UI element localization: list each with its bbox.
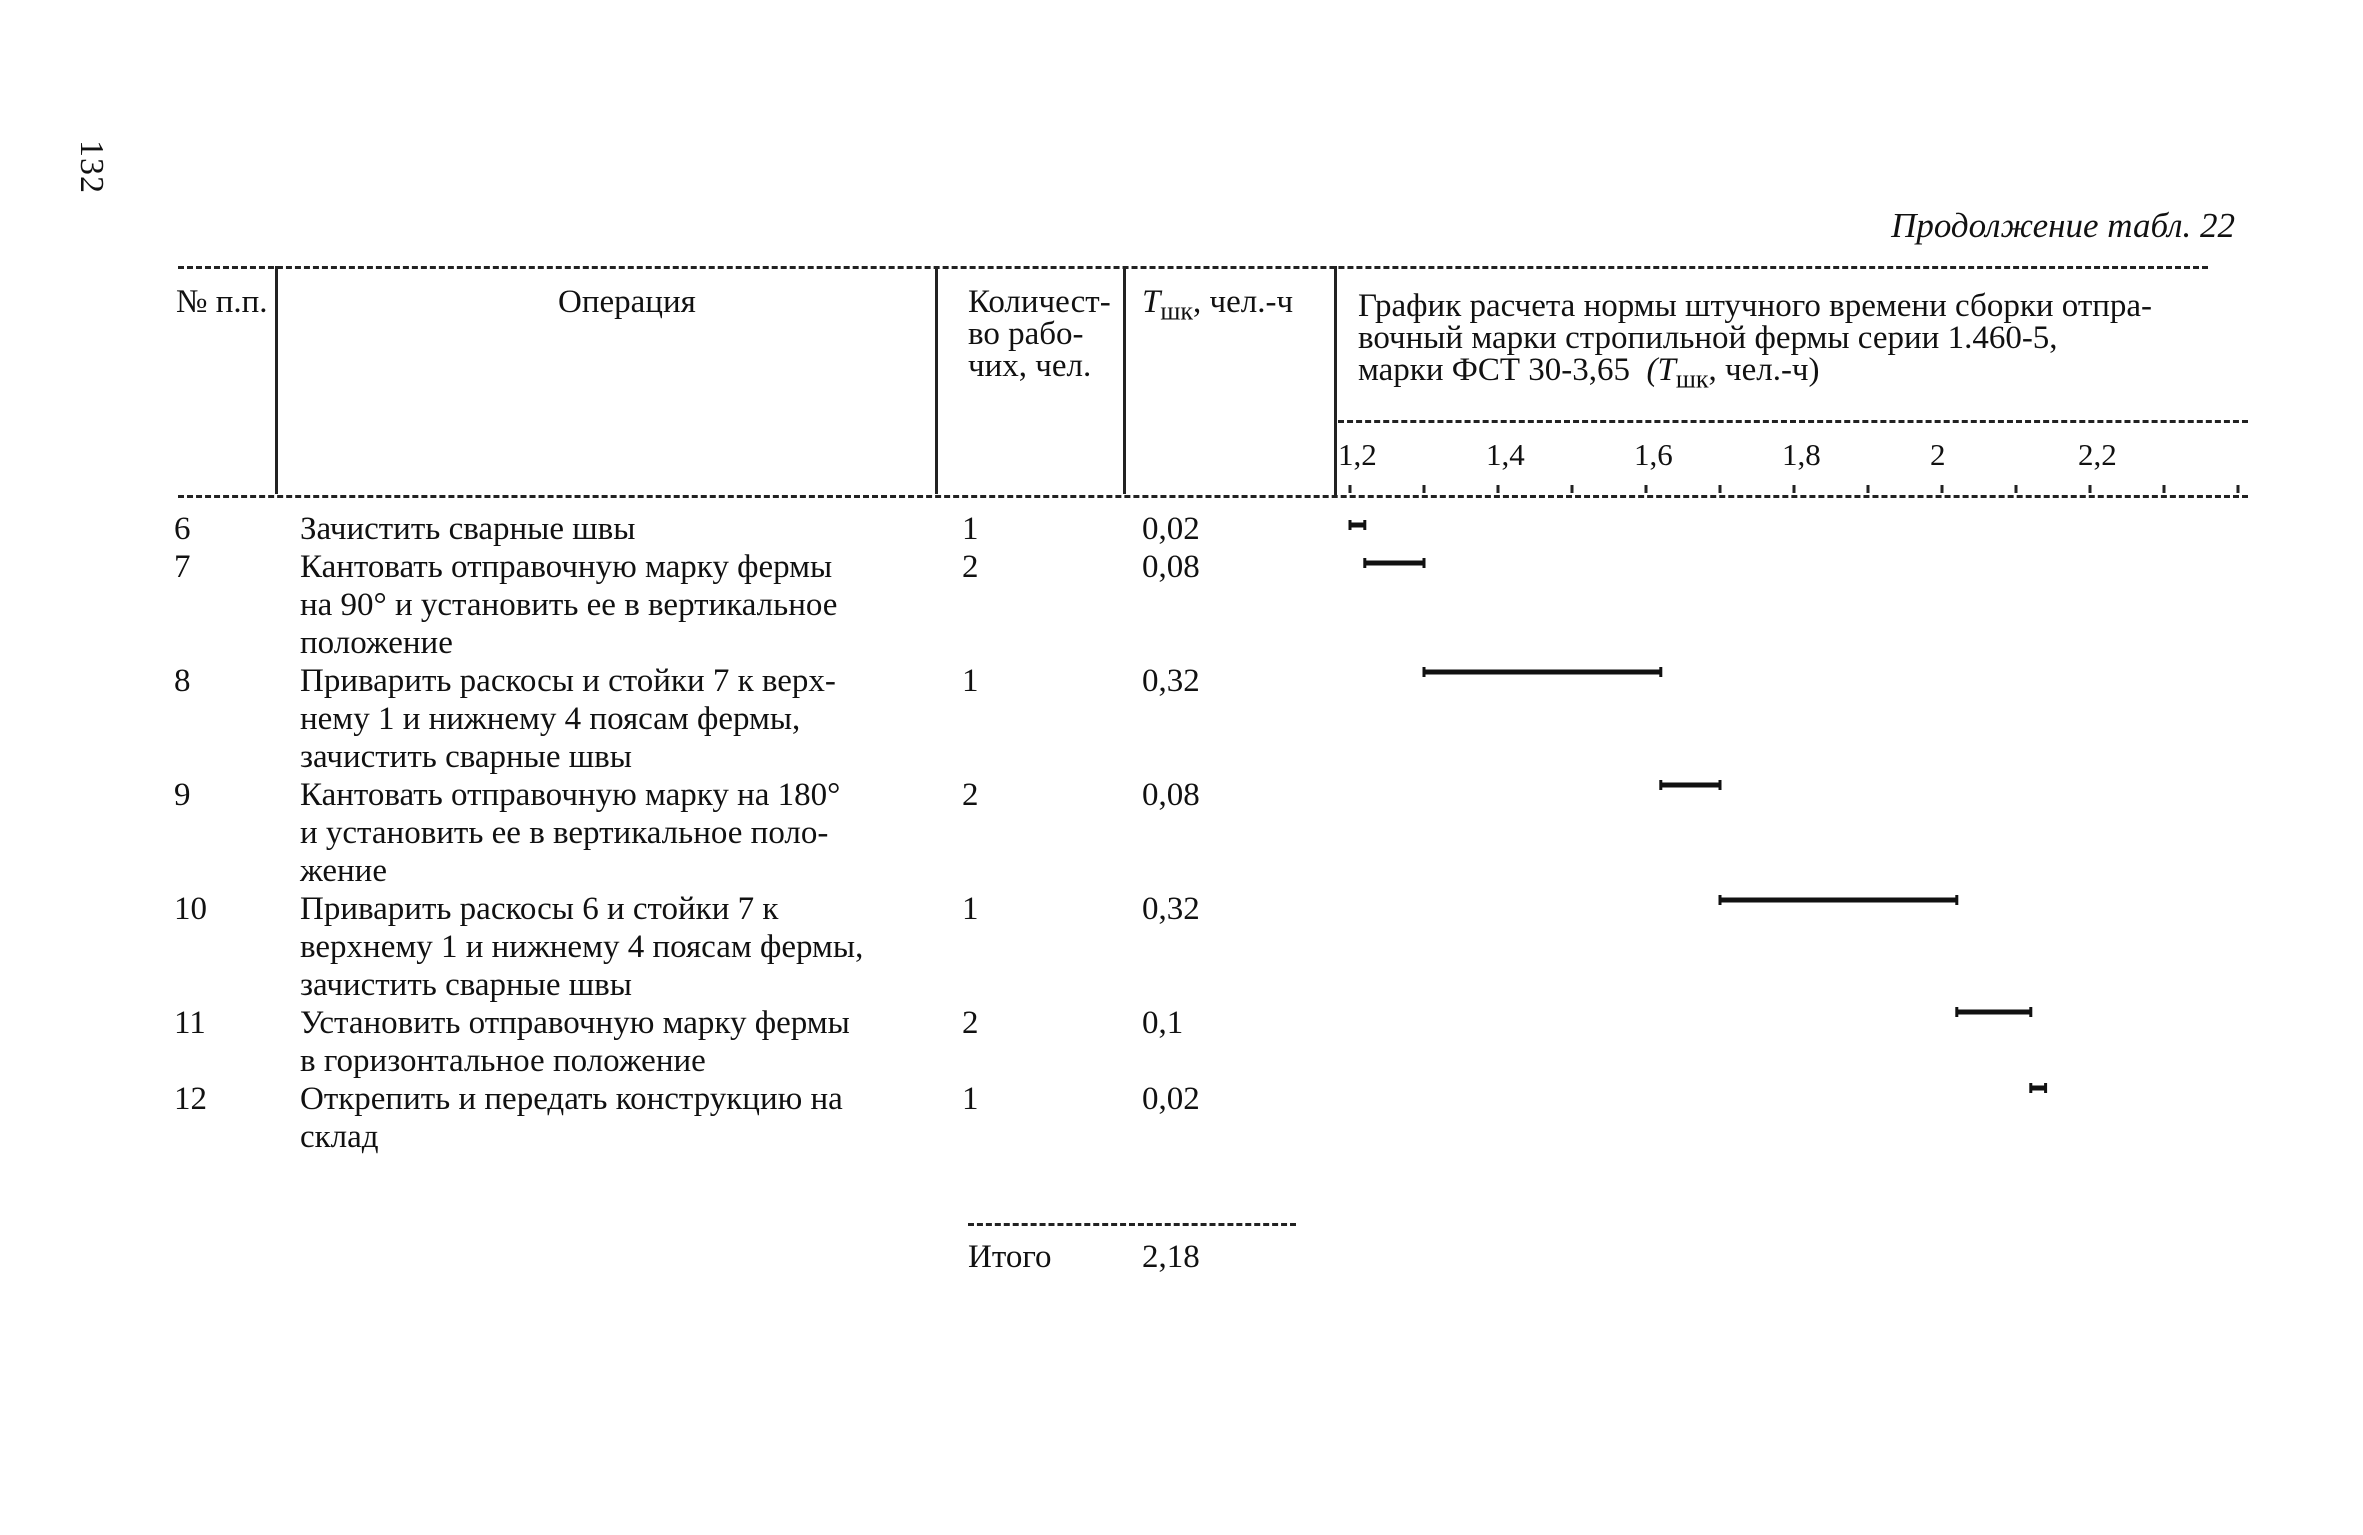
row-operation-line: Кантовать отправочную марку фермы [300,549,833,585]
gantt-chart [1338,425,2258,1145]
header-num: № п.п. [176,284,268,320]
row-operation-line: жение [300,853,387,889]
row-number: 11 [174,1005,206,1041]
row-operation-line: положение [300,625,453,661]
row-operation-line: Приварить раскосы 6 и стойки 7 к [300,891,779,927]
axis-tick-label: 1,2 [1338,437,1377,472]
header-count-line: во рабо- [968,316,1084,352]
header-operation: Операция [558,284,696,320]
row-number: 8 [174,663,191,699]
header-count-line: Количест- [968,284,1111,320]
row-number: 6 [174,511,191,547]
header-count [968,286,1111,382]
axis-tick-label: 1,6 [1634,437,1673,472]
row-time: 0,08 [1142,549,1200,585]
page-number: 132 [73,140,110,194]
header-chart-line-3 [1358,354,2152,396]
axis-tick-label: 1,4 [1486,437,1525,472]
row-operation-line: в горизонтальное положение [300,1043,706,1079]
row-worker-count: 2 [962,549,979,585]
row-time: 0,02 [1142,511,1200,547]
row-operation-line: Открепить и передать конструкцию на [300,1081,843,1117]
total-label: Итого [968,1239,1052,1275]
axis-tick-label: 1,8 [1782,437,1821,472]
total-rule [968,1223,1296,1226]
row-number: 9 [174,777,191,813]
header-chart-line: График расчета нормы штучного времени сборки отпра- [1358,288,2153,324]
col-divider-3 [1123,266,1126,494]
row-time: 0,1 [1142,1005,1184,1041]
row-number: 10 [174,891,207,927]
row-operation-line: Зачистить сварные швы [300,511,636,547]
row-worker-count: 1 [962,511,979,547]
row-time: 0,02 [1142,1081,1200,1117]
col-divider-4 [1334,266,1337,498]
header-time-sub: шк [1160,296,1194,326]
header-chart [1358,290,2152,396]
row-time: 0,32 [1142,891,1200,927]
row-worker-count: 2 [962,1005,979,1041]
chart-subheader-rule [1338,420,2248,423]
row-worker-count: 1 [962,1081,979,1117]
axis-tick-label: 2 [1930,437,1946,472]
row-operation-line: Установить отправочную марку фермы [300,1005,850,1041]
header-chart-formula-symbol: (T [1646,352,1676,388]
row-operation-line: Кантовать отправочную марку на 180° [300,777,841,813]
row-operation-line: зачистить сварные швы [300,967,632,1003]
row-number: 7 [174,549,191,585]
row-worker-count: 2 [962,777,979,813]
row-number: 12 [174,1081,207,1117]
row-operation-line: Приварить раскосы и стойки 7 к верх- [300,663,836,699]
col-divider-1 [275,266,278,494]
row-time: 0,32 [1142,663,1200,699]
row-worker-count: 1 [962,891,979,927]
row-operation-line: на 90° и установить ее в вертикальное [300,587,838,623]
row-operation-line: и установить ее в вертикальное поло- [300,815,829,851]
total-value: 2,18 [1142,1239,1200,1275]
row-time: 0,08 [1142,777,1200,813]
header-time [1142,286,1293,328]
header-chart-formula-unit: , чел.-ч) [1708,352,1820,388]
header-chart-line: вочный марки стропильной фермы серии 1.460-5, [1358,320,2058,356]
row-operation-line: склад [300,1119,379,1155]
header-time-symbol: T [1142,284,1161,320]
header-time-unit: , чел.-ч [1193,284,1294,320]
header-chart-formula-sub: шк [1675,364,1709,394]
table-caption: Продолжение табл. 22 [1891,206,2235,245]
header-count-line: чих, чел. [968,348,1092,384]
axis-tick-label: 2,2 [2078,437,2117,472]
row-worker-count: 1 [962,663,979,699]
row-operation-line: верхнему 1 и нижнему 4 поясам фермы, [300,929,864,965]
table-top-rule [178,266,2208,269]
col-divider-2 [935,266,938,494]
row-operation-line: нему 1 и нижнему 4 поясам фермы, [300,701,801,737]
header-chart-series-name: марки ФСТ 30-3,65 [1358,352,1630,388]
row-operation-line: зачистить сварные швы [300,739,632,775]
